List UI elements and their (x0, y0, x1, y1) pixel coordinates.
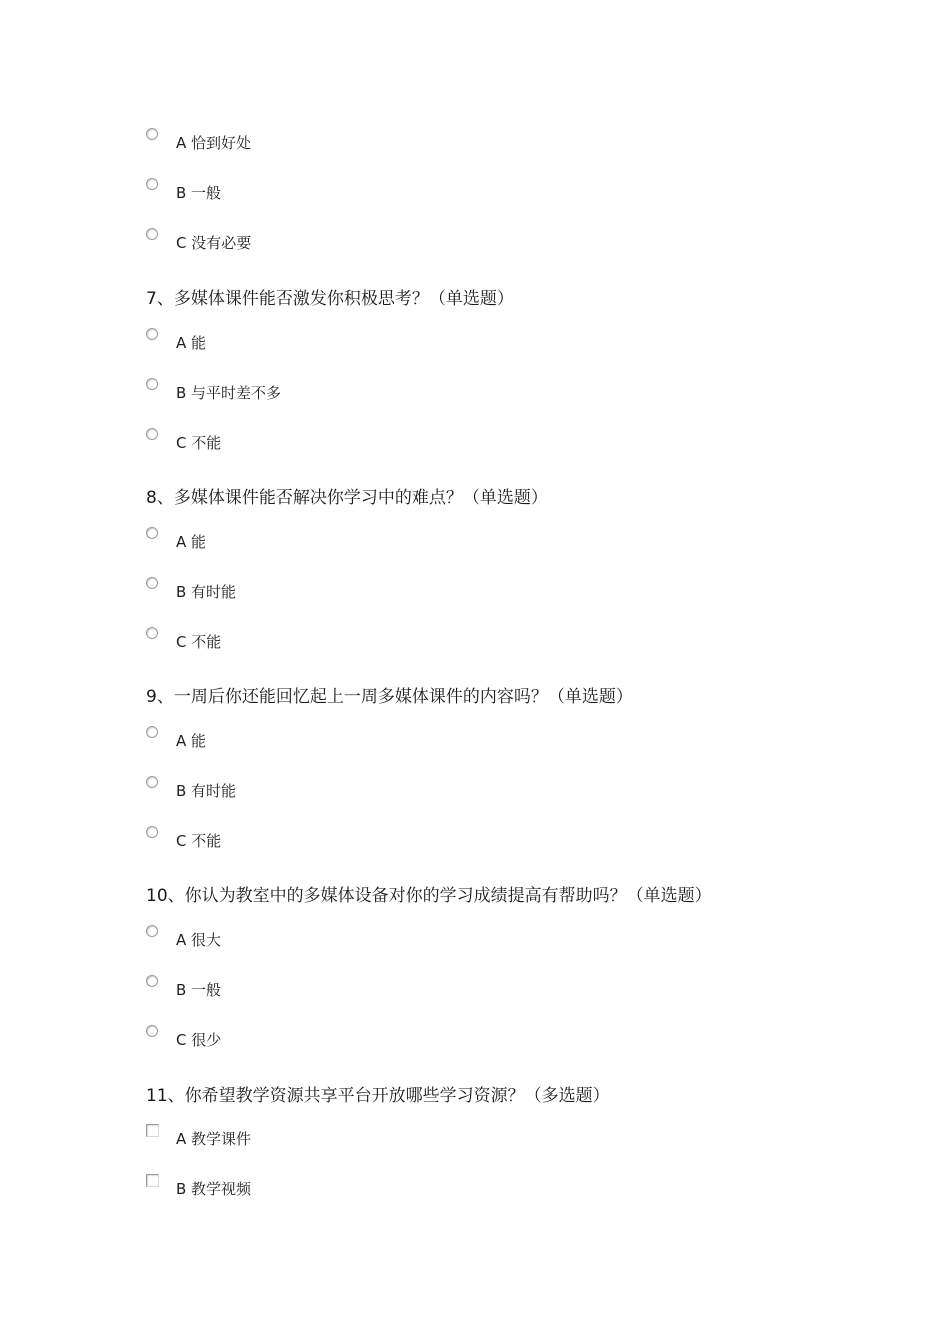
radio-button[interactable] (146, 378, 158, 390)
radio-button[interactable] (146, 1025, 158, 1037)
radio-button[interactable] (146, 428, 158, 440)
option-label: B 与平时差不多 (176, 384, 282, 402)
option-label: A 恰到好处 (176, 134, 252, 152)
option-label: A 教学课件 (176, 1130, 252, 1148)
radio-button[interactable] (146, 128, 158, 140)
option-label: C 不能 (176, 633, 222, 651)
radio-button[interactable] (146, 726, 158, 738)
option-label: A 能 (176, 732, 207, 750)
option-label: B 一般 (176, 981, 222, 999)
checkbox[interactable] (146, 1174, 159, 1187)
radio-button[interactable] (146, 178, 158, 190)
radio-button[interactable] (146, 228, 158, 240)
option-label: B 有时能 (176, 782, 237, 800)
question-title-8: 8、多媒体课件能否解决你学习中的难点？（单选题） (146, 488, 548, 508)
option-label: A 能 (176, 533, 207, 551)
question-title-10: 10、你认为教室中的多媒体设备对你的学习成绩提高有帮助吗？（单选题） (146, 886, 712, 906)
option-label: C 很少 (176, 1031, 222, 1049)
option-label: C 不能 (176, 434, 222, 452)
radio-button[interactable] (146, 826, 158, 838)
radio-button[interactable] (146, 328, 158, 340)
radio-button[interactable] (146, 925, 158, 937)
radio-button[interactable] (146, 975, 158, 987)
radio-button[interactable] (146, 776, 158, 788)
question-title-9: 9、一周后你还能回忆起上一周多媒体课件的内容吗？（单选题） (146, 687, 633, 707)
radio-button[interactable] (146, 627, 158, 639)
question-title-7: 7、多媒体课件能否激发你积极思考？（单选题） (146, 289, 514, 309)
option-label: A 能 (176, 334, 207, 352)
option-label: C 不能 (176, 832, 222, 850)
question-title-11: 11、你希望教学资源共享平台开放哪些学习资源？（多选题） (146, 1086, 610, 1106)
option-label: C 没有必要 (176, 234, 252, 252)
option-label: B 教学视频 (176, 1180, 252, 1198)
radio-button[interactable] (146, 577, 158, 589)
option-label: B 有时能 (176, 583, 237, 601)
option-label: A 很大 (176, 931, 222, 949)
checkbox[interactable] (146, 1124, 159, 1137)
option-label: B 一般 (176, 184, 222, 202)
radio-button[interactable] (146, 527, 158, 539)
